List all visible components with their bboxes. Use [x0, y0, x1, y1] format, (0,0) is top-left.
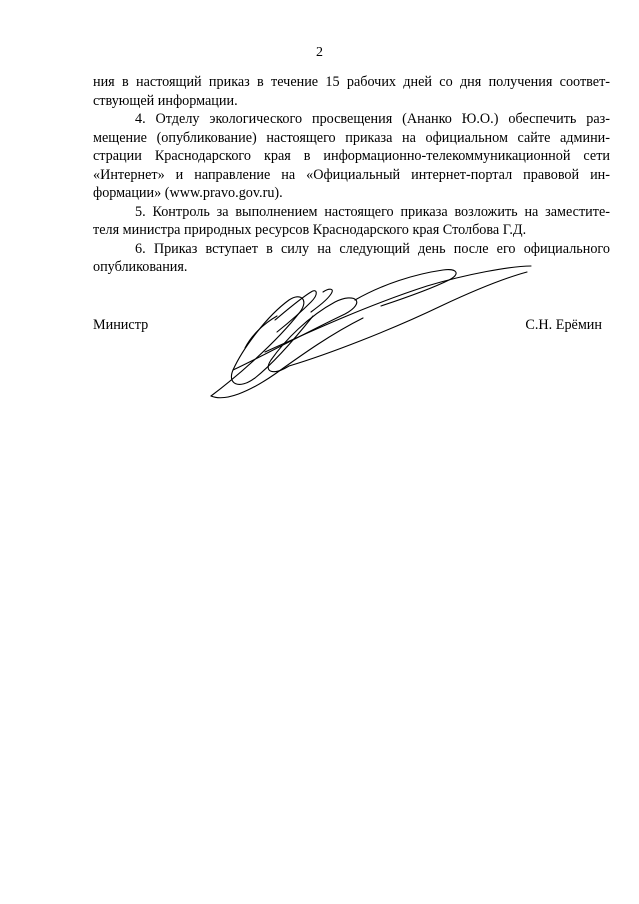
text-line: 4. Отделу экологического просвещения (Ананко Ю.О.) обеспечить раз-: [135, 111, 610, 127]
text-line: 6. Приказ вступает в силу на следующий день после его официального: [135, 240, 610, 257]
text-line: ствующей информации.: [93, 92, 238, 109]
text-line: теля министра природных ресурсов Краснодарского края Столбова Г.Д.: [93, 222, 527, 238]
text-line: 5. Контроль за выполнением настоящего приказа возложить на заместите-: [135, 203, 610, 220]
text-line: мещение (опубликование) настоящего приказа на официальном сайте админи-: [93, 129, 610, 146]
text-line: «Интернет» и направление на «Официальный интернет-портал правовой ин-: [93, 166, 610, 183]
text-line: опубликования.: [93, 259, 188, 275]
handwritten-signature: [205, 258, 540, 408]
text-line: ния в настоящий приказ в течение 15 рабочих дней со дня получения соответ-: [93, 74, 610, 90]
text-line: страции Краснодарского края в информационно-телекоммуникационной сети: [93, 148, 610, 164]
text-line: формации» (www.pravo.gov.ru).: [93, 185, 283, 201]
document-body: [93, 73, 610, 277]
signatory-title: Министр: [93, 317, 149, 333]
page-number: 2: [316, 45, 323, 60]
signatory-name: С.Н. Ерёмин: [525, 317, 602, 333]
